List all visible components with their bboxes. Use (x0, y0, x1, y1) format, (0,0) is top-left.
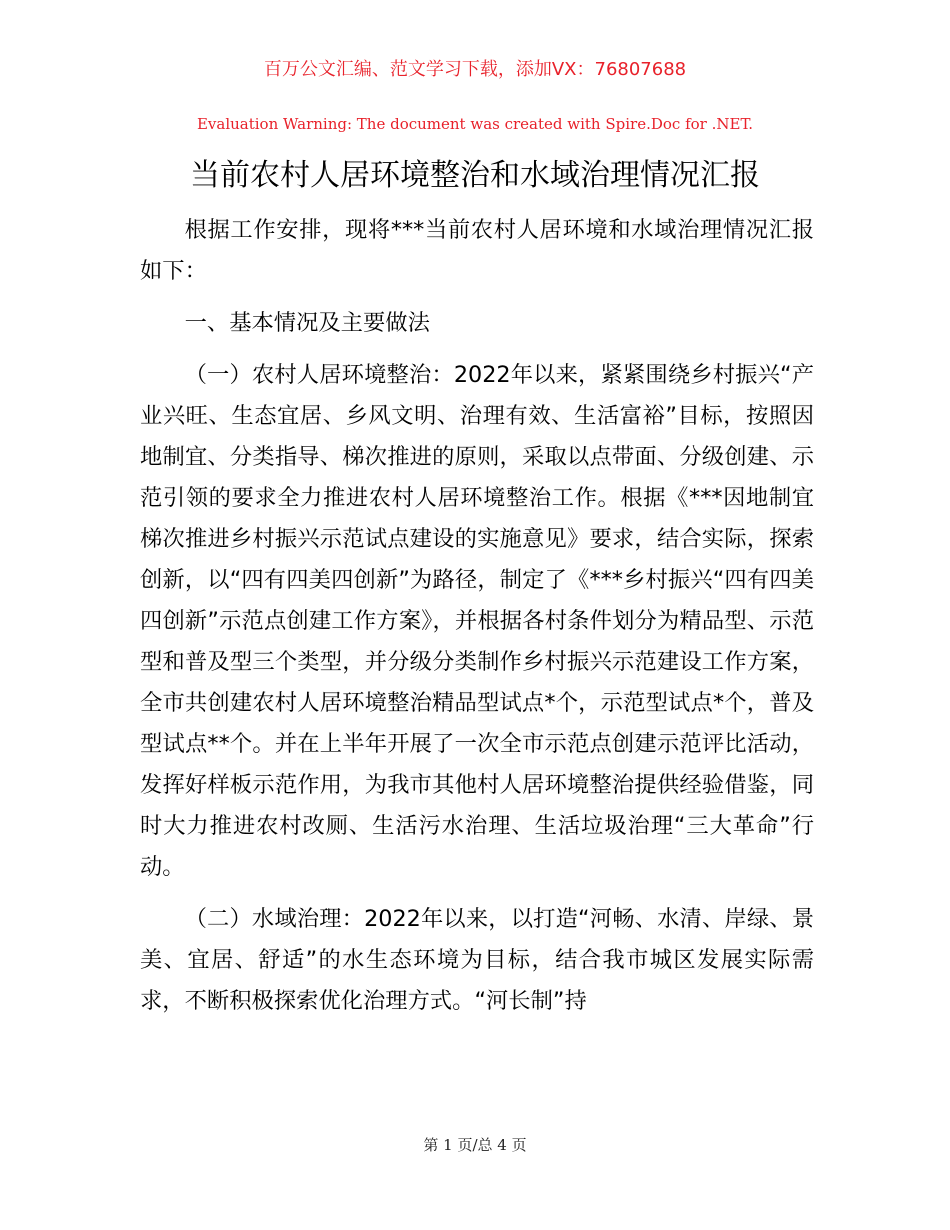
document-body (140, 210, 814, 1033)
paragraph-water-governance: （二）水域治理：2022年以来，以打造“河畅、水清、岸绿、景美、宜居、舒适”的水生态环境为目标，结合我市城区发展实际需求，不断积极探索优化治理方式。“河长制”持 (140, 906, 814, 1014)
promo-banner: 百万公文汇编、范文学习下载，添加VX：76807688 (263, 59, 687, 80)
evaluation-warning: Evaluation Warning: The document was created with Spire.Doc for .NET. (196, 115, 754, 133)
page-indicator: 第 1 页/总 4 页 (423, 1136, 527, 1154)
document-title: 当前农村人居环境整治和水域治理情况汇报 (190, 158, 760, 193)
intro-paragraph: 根据工作安排，现将***当前农村人居环境和水域治理情况汇报如下： (140, 217, 814, 284)
section-heading: 一、基本情况及主要做法 (184, 310, 430, 336)
paragraph-rural-environment: （一）农村人居环境整治：2022年以来，紧紧围绕乡村振兴“产业兴旺、生态宜居、乡风文明、治理有效、生活富裕”目标，按照因地制宜、分类指导、梯次推进的原则，采取以点带面、分级创建、示范引领的要求全力推进农村人居环境整治工作。根据《***因地制宜梯次推进乡村振兴示范试点建设的实施意见》要求，结合实际，探索创新，以“四有四美四创新”为路径，制定了《***乡村振兴“四有四美四创新”示范点创建工作方案》，并根据各村条件划分为精品型、示范型和普及型三个类型，并分级分类制作乡村振兴示范建设工作方案，全市共创建农村人居环境整治精品型试点*个，示范型试点*个，普及型试点**个。并在上半年开展了一次全市示范点创建示范评比活动，发挥好样板示范作用，为我市其他村人居环境整治提供经验借鉴，同时大力推进农村改厕、生活污水治理、生活垃圾治理“三大革命”行动。 (140, 362, 814, 880)
